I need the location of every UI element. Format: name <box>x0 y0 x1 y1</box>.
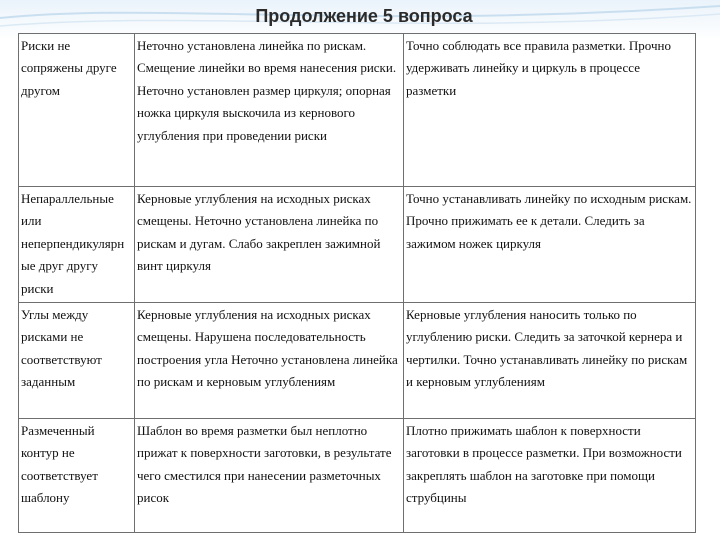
defect-cell: Риски не сопряжены друге другом <box>19 34 135 187</box>
defects-table <box>18 33 696 533</box>
table-row <box>19 303 696 419</box>
defect-cell: Непараллельные или неперпендикулярные друг другу риски <box>19 187 135 303</box>
cause-cell: Неточно установлена линейка по рискам. Смещение линейки во время нанесения риски. Неточно установлен размер циркуля; опорная ножка циркуля выскочила из кернового углубления при проведении риски <box>135 34 404 187</box>
table-row <box>19 187 696 303</box>
cause-cell: Шаблон во время разметки был неплотно прижат к поверхности заготовки, в результате чего сместился при нанесении разметочных рисок <box>135 419 404 533</box>
table-row <box>19 34 696 187</box>
cause-cell: Керновые углубления на исходных рисках смещены. Неточно установлена линейка по рискам и дугам. Слабо закреплен зажимной винт циркуля <box>135 187 404 303</box>
cause-cell: Керновые углубления на исходных рисках смещены. Нарушена последовательность построения угла Неточно установлена линейка по рискам и керновым углублениям <box>135 303 404 419</box>
defect-cell: Размеченный контур не соответствует шаблону <box>19 419 135 533</box>
prevention-cell: Точно устанавливать линейку по исходным рискам. Прочно прижимать ее к детали. Следить за зажимом ножек циркуля <box>404 187 696 303</box>
table-row <box>19 419 696 533</box>
prevention-cell: Плотно прижимать шаблон к поверхности заготовки в процессе разметки. При возможности закреплять шаблон на заготовке при помощи струбцины <box>404 419 696 533</box>
slide-title: Продолжение 5 вопроса <box>255 6 473 26</box>
prevention-cell: Керновые углубления наносить только по углублению риски. Следить за заточкой кернера и чертилки. Точно устанавливать линейку по рискам и керновым углублениям <box>404 303 696 419</box>
defect-cell: Углы между рисками не соответствуют заданным <box>19 303 135 419</box>
prevention-cell: Точно соблюдать все правила разметки. Прочно удерживать линейку и циркуль в процессе разметки <box>404 34 696 187</box>
